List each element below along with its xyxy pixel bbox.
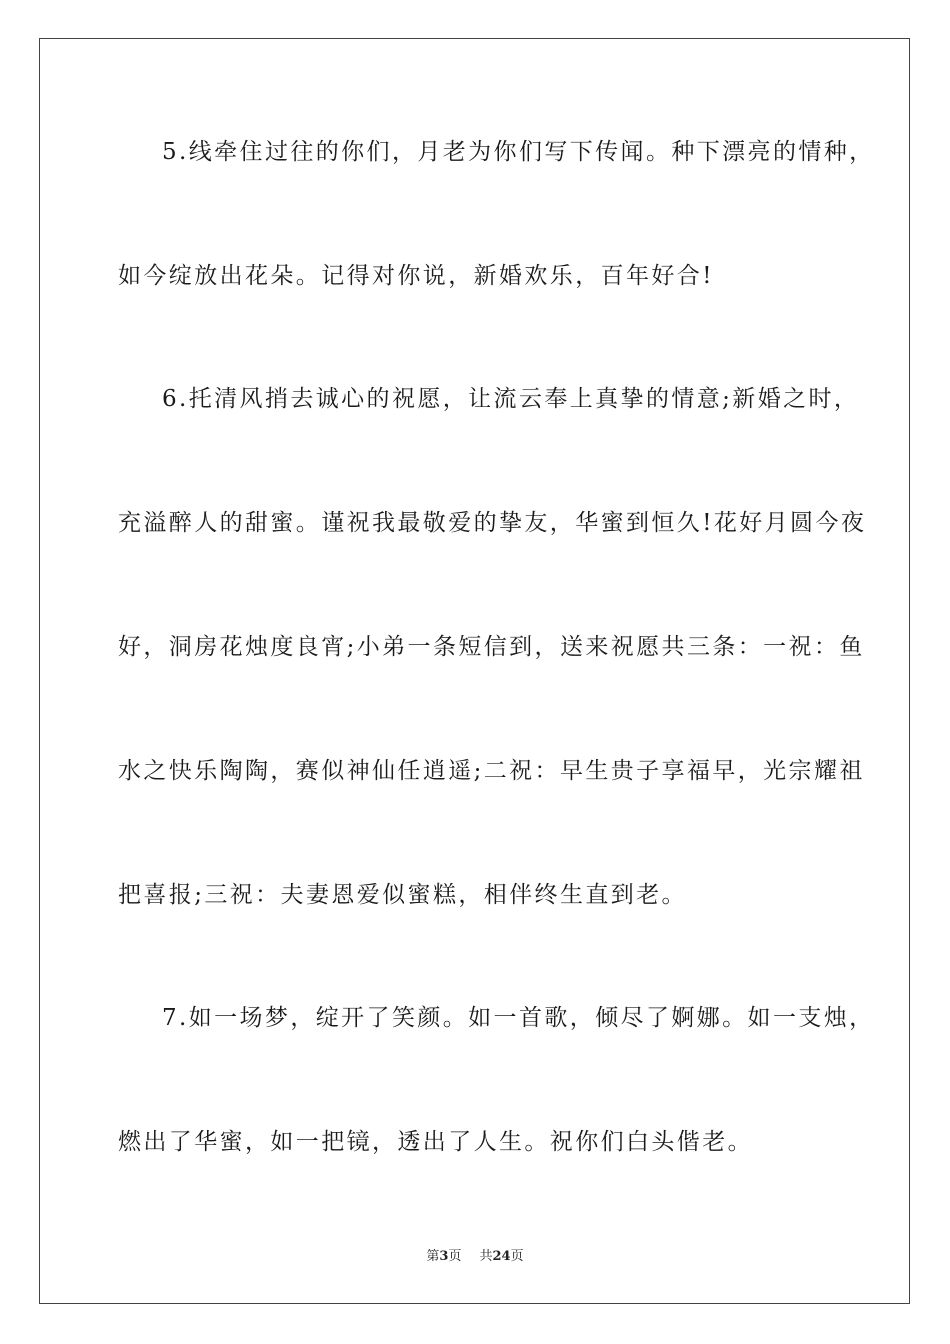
total-prefix: 共 [479, 1249, 493, 1264]
paragraph-6-line-4: 水之快乐陶陶，赛似神仙任逍遥;二祝：早生贵子享福早，光宗耀祖 [118, 758, 865, 784]
paragraph-6-line-1: 6.托清风捎去诚心的祝愿，让流云奉上真挚的情意;新婚之时， [162, 386, 860, 412]
page-footer [0, 1248, 950, 1266]
total-pages: 24 [492, 1249, 511, 1264]
paragraph-5-line-1: 5.线牵住过往的你们，月老为你们写下传闻。种下漂亮的情种， [162, 139, 875, 165]
paragraph-6-line-3: 好，洞房花烛度良宵;小弟一条短信到，送来祝愿共三条：一祝：鱼 [118, 634, 865, 660]
paragraph-6-line-5: 把喜报;三祝：夫妻恩爱似蜜糕，相伴终生直到老。 [118, 882, 687, 908]
page-number: 3 [439, 1249, 449, 1264]
paragraph-6-line-2: 充溢醉人的甜蜜。谨祝我最敬爱的挚友，华蜜到恒久!花好月圆今夜 [118, 510, 867, 536]
page-border [39, 38, 910, 1304]
paragraph-7-line-2: 燃出了华蜜，如一把镜，透出了人生。祝你们白头偕老。 [118, 1129, 753, 1155]
paragraph-5-line-2: 如今绽放出花朵。记得对你说，新婚欢乐，百年好合! [118, 263, 714, 289]
page-suffix: 页 [448, 1249, 462, 1264]
paragraph-7-line-1: 7.如一场梦，绽开了笑颜。如一首歌，倾尽了婀娜。如一支烛， [162, 1005, 875, 1031]
page-prefix: 第 [426, 1249, 440, 1264]
total-suffix: 页 [510, 1249, 524, 1264]
